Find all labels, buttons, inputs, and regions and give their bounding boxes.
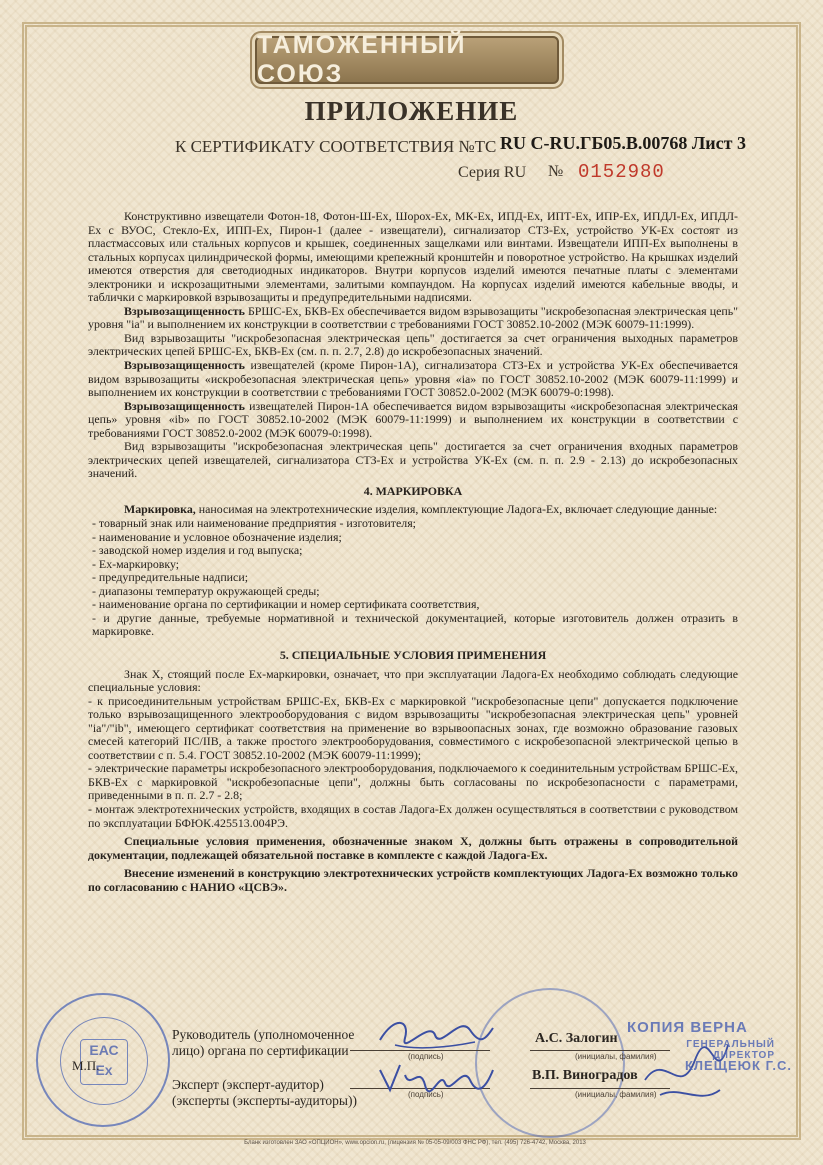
copy-stamp-name: КЛЕЩЕЮК Г.С.: [685, 1058, 792, 1073]
condition-item: - электрические параметры искробезопасного электрооборудования, подключаемого к соединительным устройствам БРШС-Ех, БКВ-Ех с маркировкой "искробезопасные цепи", должны быть согласованы по искробезопасности с параметрами, приведенными в п. п. 2.7 - 2.8;: [88, 761, 738, 803]
condition-item: - монтаж электротехнических устройств, входящих в состав Ладога-Ех должен осуществляться в соответствии с руководством по эксплуатации БФЮК.425513.004РЭ.: [88, 801, 738, 830]
head-label-line-1: Руководитель (уполномоченное: [172, 1027, 355, 1042]
special-conditions-note: Специальные условия применения, обозначенные знаком X, должны быть отражены в сопроводительной документации, подлежащей обязательной поставке в комплекте с каждой Ладога-Ех.: [88, 834, 738, 862]
expert-label-line-1: Эксперт (эксперт-аудитор): [172, 1077, 324, 1092]
changes-note: Внесение изменений в конструкцию электротехнических устройств комплектующих Ладога-Ех возможно только по согласованию с НАНИО «ЦСВЭ».: [88, 866, 738, 894]
expert-label-line-2: (эксперты (эксперты-аудиторы)): [172, 1093, 357, 1108]
expert-signature-hint: (подпись): [408, 1090, 444, 1099]
list-item: - наименование органа по сертификации и номер сертификата соответствия,: [92, 597, 480, 612]
series-label: Серия RU: [458, 164, 527, 181]
head-name: А.С. Залогин: [535, 1031, 618, 1046]
paragraph-construction: Конструктивно извещатели Фотон-18, Фотон-Ш-Ех, Шорох-Ех, МК-Ех, ИПД-Ех, ИПТ-Ех, ИПР-Ех, ИПДЛ-Ех, ИПДЛ-Ех с ВУОС, Стекло-Ех, ИПП-Ех, Пирон-1 (далее - извещатели), сигнализатор СТЗ-Ех, устройство УК-Ех состоят из пластмассовых или стальных корпусов и крышек, соединенных защелками или винтами. Извещатели ИПП-Ех выполнены в стальных корпусах цилиндрической формы, имеющими крепежный кронштейн и поворотное устройство. На крышках изделий имеются отверстия для светодиодных индикаторов. Внутри корпусов изделий имеются печатные платы с элементами электроники и искрозащитными элементами, залитыми компаундом. На корпусах изделий имеются кабельные вводы, и таблички с маркировкой взрывозащиты и предупредительными надписями.: [88, 209, 738, 305]
list-item: - Ех-маркировку;: [92, 556, 180, 571]
head-name-hint: (инициалы, фамилия): [575, 1052, 657, 1061]
copy-certified-stamp: КОПИЯ ВЕРНА: [627, 1019, 748, 1036]
series-number: 0152980: [578, 161, 665, 183]
list-item: - диапазоны температур окружающей среды;: [92, 583, 320, 598]
condition-item: - к присоединительным устройствам БРШС-Ех, БКВ-Ех с маркировкой "искробезопасные цепи" допускается подключение только взрывозащищенного электрооборудования с видом взрывозащиты "искробезопасная электрическая цепь" уровней "ia"/"ib", имеющего сертификат соответствия на применение во взрывоопасных зонах, где возможно образование газовых смесей категорий IIС/IIВ, а также простого электрооборудования, совместимого с искробезопасной электрической цепью в соответствии с п. 5.4. ГОСТ 30852.10-2002 (МЭК 60079-11:1999);: [88, 693, 738, 762]
page-title: ПРИЛОЖЕНИЕ: [304, 96, 519, 126]
paragraph-protection-4: [88, 400, 738, 441]
head-signature-hint: (подпись): [408, 1052, 444, 1061]
list-item: - и другие данные, требуемые нормативной и технической документацией, которые изготовитель должен отразить в маркировке.: [92, 610, 738, 639]
expert-name-hint: (инициалы, фамилия): [575, 1090, 657, 1099]
list-item: - предупредительные надписи;: [92, 570, 248, 585]
head-signature: [375, 1010, 495, 1060]
blank-print-info: Бланк изготовлен ЗАО «ОПЦИОН», www.opcion.ru, (лицензия № 05-05-09/003 ФНС РФ), тел. (495) 726-4742, Москва, 2013: [244, 1140, 586, 1146]
paragraph-text: извещателей Пирон-1А обеспечивается видом взрывозащиты «искробезопасная электрическая цепь» уровня «ib» по ГОСТ 30852.10-2002 (МЭК 60079-11:1999) и выполнением их конструкции в соответствии с требованиями ГОСТ 30852.0-2002 (МЭК 60079-0:1998).: [88, 398, 738, 440]
paragraph-text: БРШС-Ех, БКВ-Ех обеспечивается видом взрывозащиты "искробезопасная электрическая цепь" уровня "ia" и выполнением их конструкции в соответствии с требованиями ГОСТ 30852.10-2002 (МЭК 60079-11:1999).: [88, 303, 738, 332]
paragraph-protection-5: Вид взрывозащиты "искробезопасная электрическая цепь" достигается за счет ограничения входных параметров электрических цепей извещателей, сигнализатора СТЗ-Ех и устройства УК-Ех (см. п. п. 2.9 - 2.13) до искробезопасных значений.: [88, 439, 738, 481]
seal-eac-ex-mark: ЕАС Ex: [80, 1039, 128, 1085]
section-4-heading: 4. МАРКИРОВКА: [363, 483, 463, 498]
expert-name: В.П. Виноградов: [532, 1068, 638, 1083]
paragraph-text: извещателей (кроме Пирон-1А), сигнализатора СТЗ-Ех и устройства УК-Ех обеспечивается видом взрывозащиты «искробезопасная электрическая цепь» уровня «ia» по ГОСТ 30852.10-2002 (МЭК 60079-11:1999) и выполнением их конструкции в соответствии с требованиями ГОСТ 30852.0-2002 (МЭК 60079-0:1998).: [88, 358, 738, 400]
marking-intro: [88, 503, 738, 517]
certificate-prefix: К СЕРТИФИКАТУ СООТВЕТСТВИЯ №ТС: [175, 137, 497, 156]
list-item: - товарный знак или наименование предприятия - изготовителя;: [92, 516, 416, 531]
paragraph-protection-1: [88, 305, 738, 332]
special-conditions-intro: Знак X, стоящий после Ех-маркировки, означает, что при эксплуатации Ладога-Ех необходимо соблюдать следующие специальные условия:: [88, 666, 738, 695]
certification-seal: [36, 993, 170, 1127]
list-item: - заводской номер изделия и год выпуска;: [92, 543, 303, 558]
expert-signature: [375, 1055, 495, 1095]
section-5-heading: 5. СПЕЦИАЛЬНЫЕ УСЛОВИЯ ПРИМЕНЕНИЯ: [279, 647, 547, 662]
organisation-seal: [475, 988, 625, 1138]
banner-text: ТАМОЖЕННЫЙ СОЮЗ: [257, 31, 467, 88]
paragraph-bold-term: Взрывозащищенность: [124, 398, 245, 413]
customs-union-banner: [255, 31, 559, 88]
paragraph-text: наносимая на электротехнические изделия, комплектующие Ладога-Ех, включает следующие данные:: [195, 502, 718, 517]
list-item: - наименование и условное обозначение изделия;: [92, 529, 342, 544]
certificate-number: RU C-RU.ГБ05.В.00768 Лист 3: [500, 133, 746, 153]
paragraph-bold-term: Маркировка,: [124, 502, 196, 517]
series-number-label: №: [548, 163, 564, 180]
seal-place-label: М.П.: [72, 1058, 100, 1073]
copy-stamp-director: ГЕНЕРАЛЬНЫЙ ДИРЕКТОР: [686, 1039, 775, 1061]
certificate-body: [88, 210, 738, 894]
paragraph-protection-3: [88, 359, 738, 400]
head-label-line-2: лицо) органа по сертификации: [172, 1043, 349, 1058]
paragraph-bold-term: Взрывозащищенность: [124, 303, 245, 318]
paragraph-protection-2: Вид взрывозащиты "искробезопасная электрическая цепь" достигается за счет ограничения выходных параметров электрических цепей БРШС-Ех, БКВ-Ех (см. п. п. 2.7, 2.8) до искробезопасных значений.: [88, 330, 738, 359]
paragraph-bold-term: Взрывозащищенность: [124, 358, 245, 373]
